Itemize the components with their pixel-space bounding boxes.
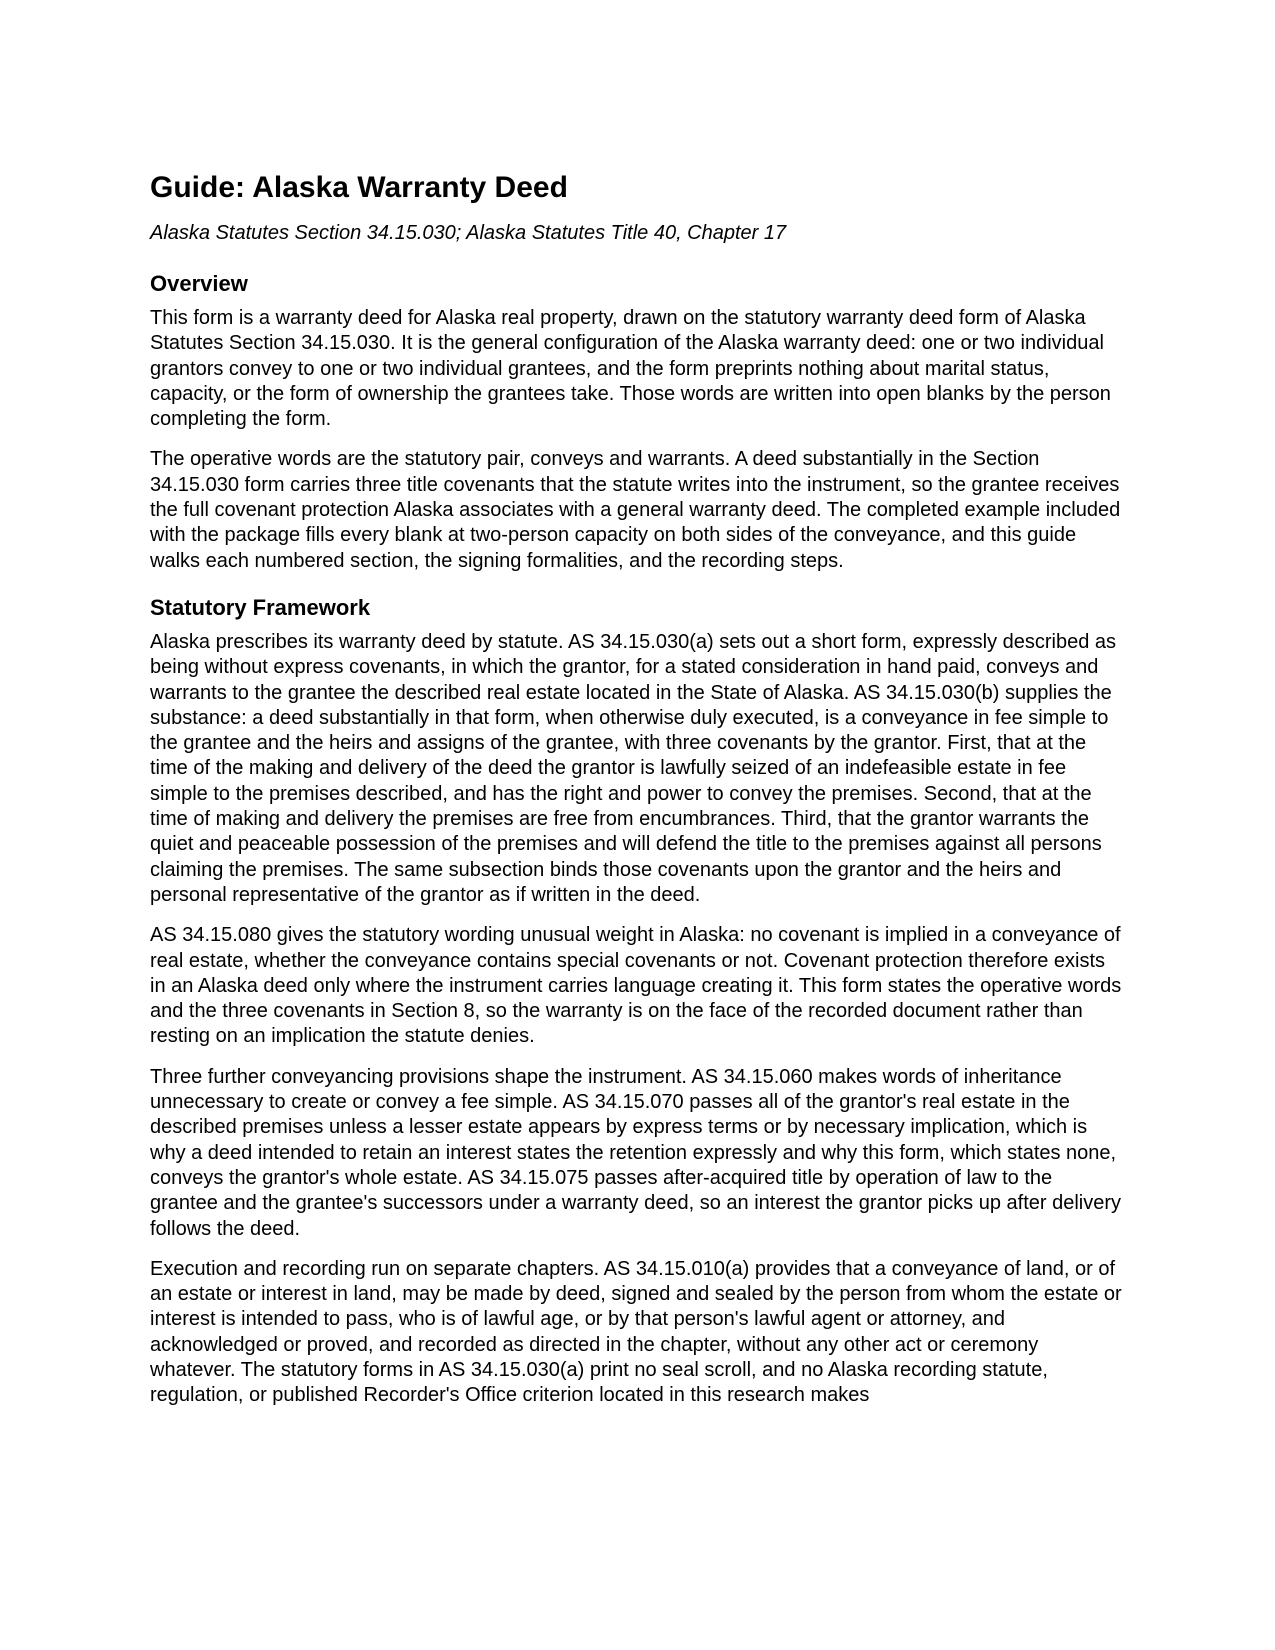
paragraph: Alaska prescribes its warranty deed by statute. AS 34.15.030(a) sets out a short form, expressly described as being without express covenants, in which the grantor, for a stated consideration in hand paid, conveys and warrants to the grantee the described real estate located in the State of Alaska. AS 34.15.030(b) supplies the substance: a deed substantially in that form, when otherwise duly executed, is a conveyance in fee simple to the grantee and the heirs and assigns of the grantee, with three covenants by the grantor. First, that at the time of the making and delivery of the deed the grantor is lawfully seized of an indefeasible estate in fee simple to the premises described, and has the right and power to convey the premises. Second, that at the time of making and delivery the premises are free from encumbrances. Third, that the grantor warrants the quiet and peaceable possession of the premises and will defend the title to the premises against all persons claiming the premises. The same subsection binds those covenants upon the grantor and the heirs and personal representative of the grantor as if written in the deed.	[150, 630, 1117, 906]
paragraph: AS 34.15.080 gives the statutory wording unusual weight in Alaska: no covenant is implied in a conveyance of real estate, whether the conveyance contains special covenants or not. Covenant protection therefore exists in an Alaska deed only where the instrument carries language creating it. This form states the operative words and the three covenants in Section 8, so the warranty is on the face of the recorded document rather than resting on an implication the statute denies.	[150, 924, 1122, 1048]
paragraph: This form is a warranty deed for Alaska real property, drawn on the statutory warranty deed form of Alaska Statutes Section 34.15.030. It is the general configuration of the Alaska warranty deed: one or two individual grantors convey to one or two individual grantees, and the form preprints nothing about marital status, capacity, or the form of ownership the grantees take. Those words are written into open blanks by the person completing the form.	[150, 307, 1111, 431]
section-overview	[150, 270, 1125, 574]
statute-citation-subtitle: Alaska Statutes Section 34.15.030; Alaska Statutes Title 40, Chapter 17	[150, 222, 787, 244]
section-statutory-framework	[150, 594, 1125, 1409]
page-title: Guide: Alaska Warranty Deed	[150, 171, 568, 204]
section-heading-statutory-framework: Statutory Framework	[150, 594, 371, 620]
paragraph: Execution and recording run on separate chapters. AS 34.15.010(a) provides that a conveyance of land, or of an estate or interest in land, may be made by deed, signed and sealed by the person from whom the estate or interest is intended to pass, who is of lawful age, or by that person's lawful agent or attorney, and acknowledged or proved, and recorded as directed in the chapter, without any other act or ceremony whatever. The statutory forms in AS 34.15.030(a) print no seal scroll, and no Alaska recording statute, regulation, or published Recorder's Office criterion located in this research makes	[150, 1257, 1122, 1407]
paragraph: The operative words are the statutory pair, conveys and warrants. A deed substantially in the Section 34.15.030 form carries three title covenants that the statute writes into the instrument, so the grantee receives the full covenant protection Alaska associates with a general warranty deed. The completed example included with the package fills every blank at two-person capacity on both sides of the conveyance, and this guide walks each numbered section, the signing formalities, and the recording steps.	[150, 448, 1121, 572]
section-heading-overview: Overview	[150, 271, 248, 296]
paragraph: Three further conveyancing provisions shape the instrument. AS 34.15.060 makes words of inheritance unnecessary to create or convey a fee simple. AS 34.15.070 passes all of the grantor's real estate in the described premises unless a lesser estate appears by express terms or by necessary implication, which is why a deed intended to retain an interest states the retention expressly and why this form, which states none, conveys the grantor's whole estate. AS 34.15.075 passes after-acquired title by operation of law to the grantee and the grantee's successors under a warranty deed, so an interest the grantor picks up after delivery follows the deed.	[150, 1065, 1122, 1240]
